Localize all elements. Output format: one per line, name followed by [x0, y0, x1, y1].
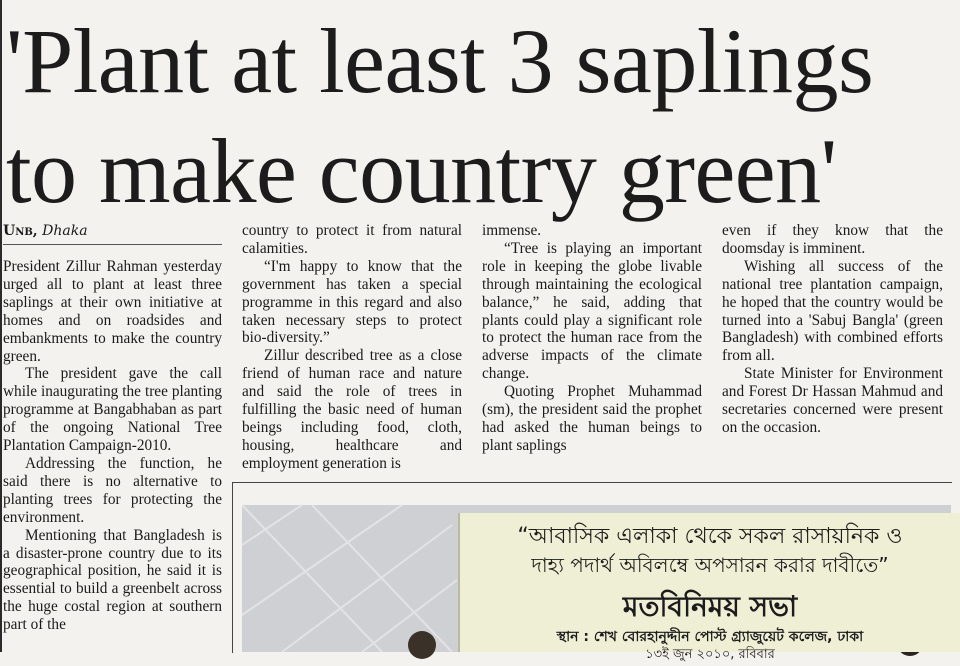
paragraph: The president gave the call while inaugurating the tree planting programme at Bangabhaban as part of the ongoing National Tree Plantation Campaign-2010.: [3, 365, 222, 455]
paragraph: Wishing all success of the national tree plantation campaign, he hoped that the country would be turned into a 'Sabuj Bangla' (green Bangladesh) with combined efforts from all.: [722, 257, 943, 365]
article-column-1: [3, 258, 222, 652]
protest-banner: [458, 513, 960, 662]
headline-line-1: 'Plant at least 3 saplings: [6, 10, 874, 112]
paragraph: country to protect it from natural calamities.: [242, 222, 462, 257]
byline-agency: Unb,: [3, 223, 38, 239]
banner-line-2: দাহ্য পদার্থ অবিলম্বে অপসারন করার দাবীতে”: [531, 553, 889, 577]
paragraph: State Minister for Environment and Forest Dr Hassan Mahmud and secretaries concerned were present on the occasion.: [722, 365, 943, 436]
banner-line-1: “আবাসিক এলাকা থেকে সকল রাসায়নিক ও: [517, 524, 903, 549]
paragraph: “I'm happy to know that the government has taken a special programme in this regard and also taken necessary steps to protect bio-diversity.”: [242, 257, 462, 347]
paragraph: Quoting Prophet Muhammad (sm), the president said the prophet had asked the human beings to plant saplings: [482, 383, 702, 454]
article-column-4: [722, 222, 943, 474]
news-photo: [242, 505, 951, 662]
paragraph: “Tree is playing an important role in keeping the globe livable through maintaining the ecological balance,” he said, adding that plants could play a significant role to protect the human race from the adverse impacts of the climate change.: [482, 239, 702, 383]
paragraph: even if they know that the doomsday is imminent.: [722, 222, 943, 257]
paragraph: President Zillur Rahman yesterday urged all to plant at least three saplings at their own initiative at homes and on roadsides and embankments to make the country green.: [3, 258, 222, 365]
left-column-rule: [0, 0, 2, 652]
byline: [3, 222, 222, 245]
banner-venue: স্থান : শেখ বোরহানুদ্দীন পোস্ট গ্র্যাজুয়েট কলেজ, ঢাকা: [556, 629, 864, 645]
banner-date: ১৩ই জুন ২০১০, রবিবার: [645, 647, 775, 662]
paragraph: immense.: [482, 222, 542, 239]
article-column-3: [482, 222, 702, 474]
headline-line-2: to make country green': [6, 120, 837, 222]
banner-title: মতবিনিময় সভা: [622, 590, 798, 623]
headline: [6, 6, 946, 226]
byline-place: Dhaka: [42, 223, 88, 239]
paragraph: Mentioning that Bangladesh is a disaster-prone country due to its geographical position, he said it is essential to build a greenbelt across the huge costal region at southern part of the: [3, 526, 222, 634]
article-column-2: [242, 222, 462, 474]
paragraph: Addressing the function, he said there is no alternative to planting trees for protecting the environment.: [3, 454, 222, 526]
paragraph: Zillur described tree as a close friend of human race and nature and said the role of trees in fulfilling the basic need of human beings including food, cloth, housing, healthcare and employment generation is: [242, 347, 462, 472]
